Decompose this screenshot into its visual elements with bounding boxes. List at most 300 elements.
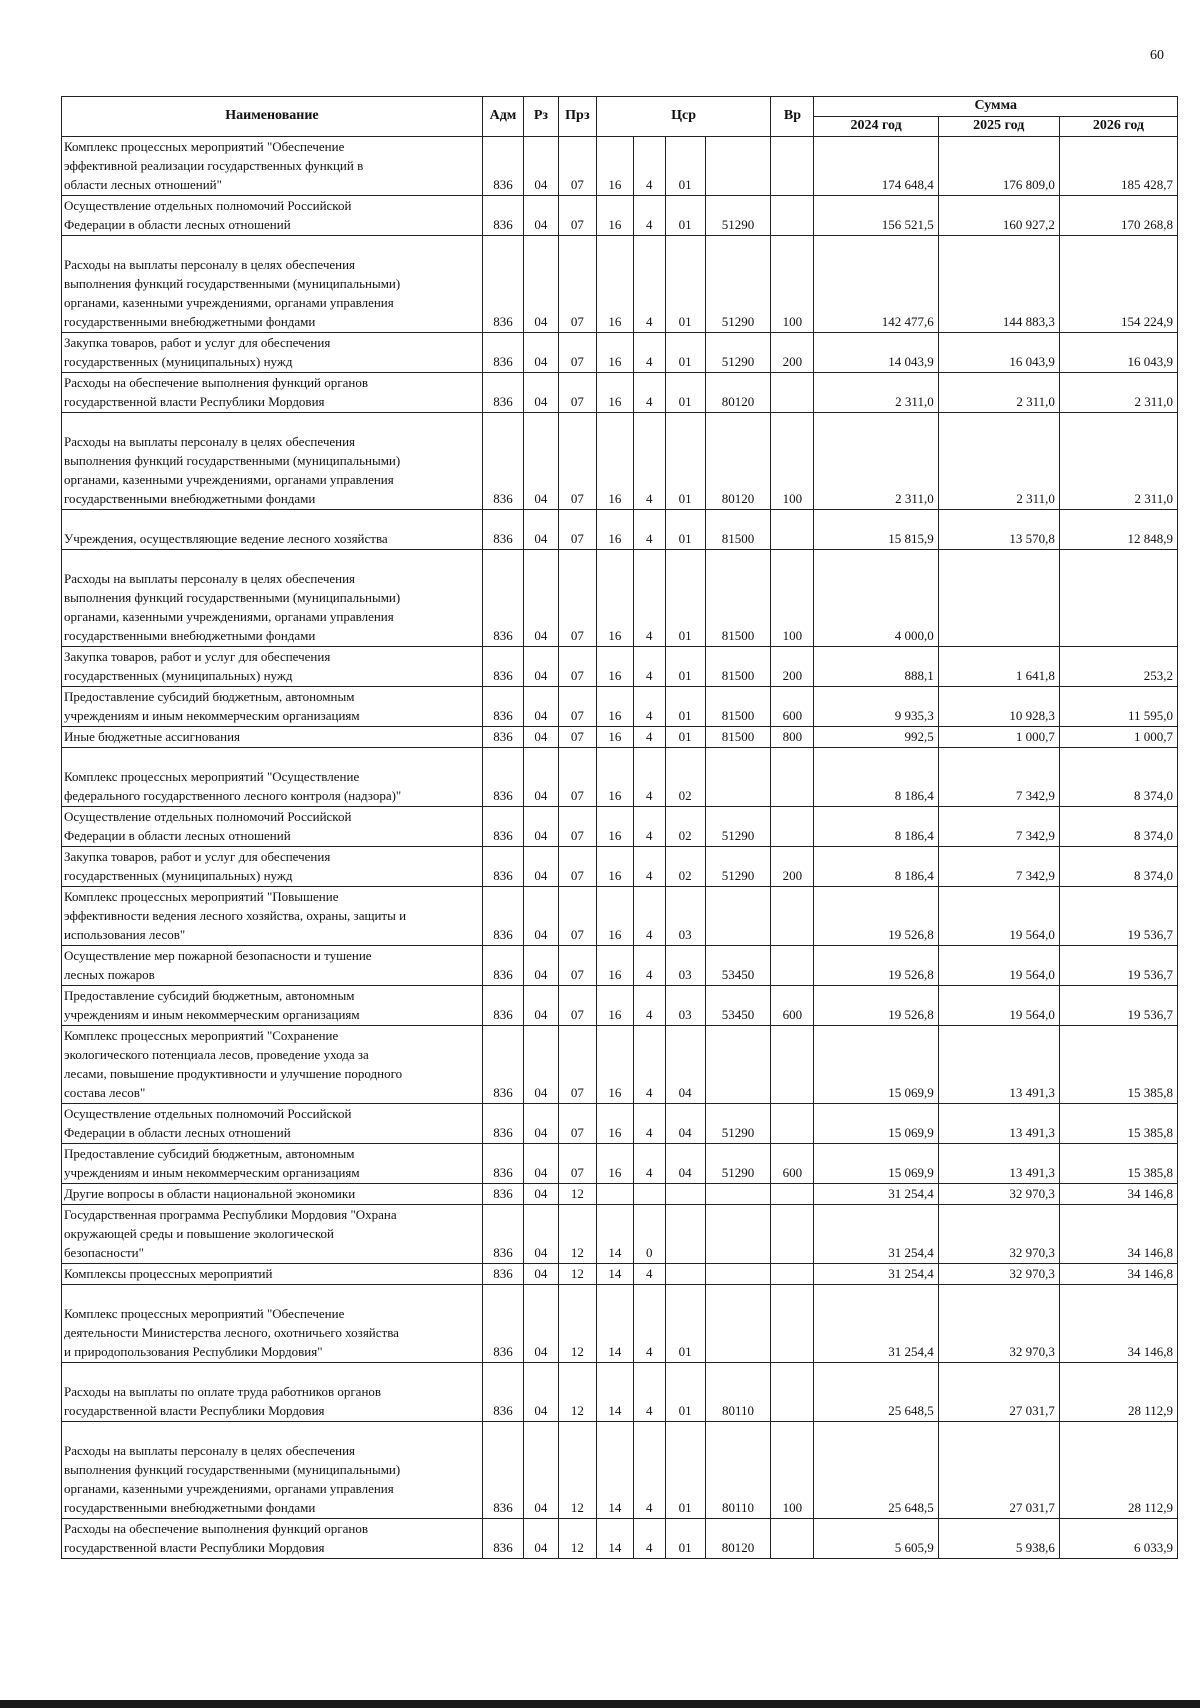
cell-sum-2026: 11 595,0	[1059, 687, 1177, 727]
name-line	[64, 1422, 479, 1441]
name-line: Расходы на выплаты персоналу в целях обеспечения	[64, 434, 356, 449]
cell-rz: 04	[523, 1026, 558, 1104]
cell-prz: 07	[558, 510, 596, 550]
cell-sum-2026: 2 311,0	[1059, 373, 1177, 413]
name-line: Учреждения, осуществляющие ведение лесного хозяйства	[64, 531, 388, 546]
table-header	[62, 97, 1178, 137]
cell-name	[62, 647, 483, 687]
cell-csr-program: 16	[596, 1104, 633, 1144]
name-line: Федерации в области лесных отношений	[64, 1125, 291, 1140]
name-line: Иные бюджетные ассигнования	[64, 729, 241, 744]
header-year-2025: 2025 год	[938, 117, 1059, 137]
cell-adm: 836	[482, 727, 523, 748]
name-line: использования лесов"	[64, 927, 186, 942]
name-line: государственными внебюджетными фондами	[64, 314, 316, 329]
cell-name	[62, 236, 483, 333]
cell-prz: 12	[558, 1264, 596, 1285]
cell-csr-direction: 53450	[705, 946, 771, 986]
cell-csr-type: 4	[633, 550, 665, 647]
cell-sum-2026: 19 536,7	[1059, 986, 1177, 1026]
cell-csr-direction: 51290	[705, 1144, 771, 1184]
name-line: Осуществление отдельных полномочий Российской	[64, 198, 352, 213]
cell-vr: 200	[771, 647, 814, 687]
table-row	[62, 1205, 1178, 1264]
name-line: Закупка товаров, работ и услуг для обеспечения	[64, 649, 331, 664]
name-line: Расходы на выплаты персоналу в целях обеспечения	[64, 571, 356, 586]
cell-prz: 07	[558, 550, 596, 647]
table-row	[62, 1363, 1178, 1422]
table-row	[62, 887, 1178, 946]
cell-csr-event: 01	[665, 647, 705, 687]
header-rz: Рз	[523, 97, 558, 137]
cell-name	[62, 1519, 483, 1559]
cell-csr-event: 01	[665, 413, 705, 510]
header-prz: Прз	[558, 97, 596, 137]
cell-csr-program: 16	[596, 1026, 633, 1104]
cell-vr	[771, 1205, 814, 1264]
cell-csr-direction: 81500	[705, 647, 771, 687]
table-row	[62, 196, 1178, 236]
table-row	[62, 1422, 1178, 1519]
cell-rz: 04	[523, 1144, 558, 1184]
cell-adm: 836	[482, 1205, 523, 1264]
name-line: Осуществление отдельных полномочий Российской	[64, 1106, 352, 1121]
cell-csr-type: 4	[633, 1104, 665, 1144]
cell-vr	[771, 1519, 814, 1559]
cell-vr	[771, 748, 814, 807]
cell-csr-type: 4	[633, 1422, 665, 1519]
name-line: учреждениям и иным некоммерческим организациям	[64, 708, 360, 723]
cell-csr-program: 16	[596, 236, 633, 333]
cell-adm: 836	[482, 137, 523, 196]
cell-adm: 836	[482, 196, 523, 236]
name-line: Комплексы процессных мероприятий	[64, 1266, 273, 1281]
cell-vr	[771, 887, 814, 946]
cell-rz: 04	[523, 1104, 558, 1144]
cell-csr-type: 4	[633, 946, 665, 986]
cell-sum-2025: 7 342,9	[938, 807, 1059, 847]
cell-csr-type: 4	[633, 687, 665, 727]
cell-sum-2024: 19 526,8	[814, 986, 938, 1026]
cell-adm: 836	[482, 1264, 523, 1285]
cell-prz: 07	[558, 373, 596, 413]
cell-csr-direction: 81500	[705, 510, 771, 550]
table-row	[62, 986, 1178, 1026]
name-line: выполнения функций государственными (муниципальными)	[64, 453, 401, 468]
name-line: Комплекс процессных мероприятий "Сохранение	[64, 1028, 339, 1043]
cell-sum-2026: 19 536,7	[1059, 887, 1177, 946]
cell-name	[62, 1422, 483, 1519]
cell-sum-2024: 19 526,8	[814, 887, 938, 946]
cell-sum-2024: 15 069,9	[814, 1104, 938, 1144]
cell-prz: 12	[558, 1519, 596, 1559]
cell-sum-2024: 2 311,0	[814, 373, 938, 413]
cell-csr-direction: 51290	[705, 236, 771, 333]
cell-name	[62, 1144, 483, 1184]
cell-sum-2026: 154 224,9	[1059, 236, 1177, 333]
table-row	[62, 413, 1178, 510]
cell-adm: 836	[482, 986, 523, 1026]
cell-sum-2025: 32 970,3	[938, 1285, 1059, 1363]
cell-vr: 100	[771, 550, 814, 647]
name-line	[64, 1363, 479, 1382]
cell-csr-program: 16	[596, 887, 633, 946]
cell-csr-direction: 51290	[705, 1104, 771, 1144]
cell-sum-2025: 1 000,7	[938, 727, 1059, 748]
cell-sum-2025: 1 641,8	[938, 647, 1059, 687]
name-line: лесами, повышение продуктивности и улучшение породного	[64, 1066, 403, 1081]
cell-sum-2026: 1 000,7	[1059, 727, 1177, 748]
name-line: учреждениям и иным некоммерческим организациям	[64, 1165, 360, 1180]
cell-sum-2025: 144 883,3	[938, 236, 1059, 333]
cell-sum-2025: 10 928,3	[938, 687, 1059, 727]
name-line	[64, 550, 479, 569]
cell-vr	[771, 1184, 814, 1205]
cell-sum-2025: 32 970,3	[938, 1205, 1059, 1264]
name-line: государственными внебюджетными фондами	[64, 491, 316, 506]
name-line: Комплекс процессных мероприятий "Обеспечение	[64, 139, 345, 154]
cell-adm: 836	[482, 1184, 523, 1205]
cell-csr-event	[665, 1264, 705, 1285]
cell-csr-type: 4	[633, 807, 665, 847]
cell-csr-type: 4	[633, 1363, 665, 1422]
name-line: Осуществление отдельных полномочий Российской	[64, 809, 352, 824]
cell-csr-event: 03	[665, 946, 705, 986]
cell-csr-type: 4	[633, 137, 665, 196]
cell-vr: 100	[771, 413, 814, 510]
cell-sum-2024: 992,5	[814, 727, 938, 748]
cell-sum-2026: 185 428,7	[1059, 137, 1177, 196]
name-line: деятельности Министерства лесного, охотничьего хозяйства	[64, 1325, 399, 1340]
name-line: Предоставление субсидий бюджетным, автономным	[64, 1146, 355, 1161]
name-line: Комплекс процессных мероприятий "Осуществление	[64, 769, 360, 784]
cell-rz: 04	[523, 986, 558, 1026]
cell-sum-2025: 13 570,8	[938, 510, 1059, 550]
cell-csr-program: 16	[596, 550, 633, 647]
cell-vr	[771, 1104, 814, 1144]
cell-csr-program: 16	[596, 1144, 633, 1184]
cell-rz: 04	[523, 550, 558, 647]
cell-csr-program: 16	[596, 373, 633, 413]
name-line: государственных (муниципальных) нужд	[64, 354, 293, 369]
name-line: выполнения функций государственными (муниципальными)	[64, 1462, 401, 1477]
cell-csr-direction: 80110	[705, 1363, 771, 1422]
cell-sum-2024: 156 521,5	[814, 196, 938, 236]
cell-csr-event	[665, 1205, 705, 1264]
cell-csr-type: 4	[633, 1264, 665, 1285]
cell-vr: 100	[771, 1422, 814, 1519]
cell-csr-event: 01	[665, 333, 705, 373]
cell-sum-2025: 13 491,3	[938, 1026, 1059, 1104]
cell-prz: 07	[558, 887, 596, 946]
cell-sum-2026: 28 112,9	[1059, 1422, 1177, 1519]
cell-sum-2024: 9 935,3	[814, 687, 938, 727]
table-row	[62, 687, 1178, 727]
cell-sum-2025	[938, 550, 1059, 647]
table-row	[62, 847, 1178, 887]
cell-rz: 04	[523, 847, 558, 887]
name-line: Расходы на выплаты персоналу в целях обеспечения	[64, 1443, 356, 1458]
cell-csr-event	[665, 1184, 705, 1205]
cell-sum-2025: 19 564,0	[938, 887, 1059, 946]
cell-vr	[771, 807, 814, 847]
table-row	[62, 333, 1178, 373]
cell-sum-2024: 25 648,5	[814, 1363, 938, 1422]
cell-sum-2024: 2 311,0	[814, 413, 938, 510]
cell-prz: 07	[558, 137, 596, 196]
cell-sum-2024: 8 186,4	[814, 807, 938, 847]
cell-csr-program: 16	[596, 986, 633, 1026]
cell-rz: 04	[523, 236, 558, 333]
cell-adm: 836	[482, 946, 523, 986]
cell-csr-program: 16	[596, 196, 633, 236]
cell-vr: 800	[771, 727, 814, 748]
name-line	[64, 748, 479, 767]
cell-sum-2025: 32 970,3	[938, 1264, 1059, 1285]
cell-vr	[771, 1363, 814, 1422]
cell-csr-direction	[705, 1184, 771, 1205]
cell-prz: 07	[558, 1104, 596, 1144]
cell-sum-2024: 31 254,4	[814, 1285, 938, 1363]
scan-edge-bar	[0, 1700, 1200, 1708]
cell-sum-2025: 13 491,3	[938, 1104, 1059, 1144]
cell-csr-event: 03	[665, 887, 705, 946]
cell-prz: 07	[558, 946, 596, 986]
cell-sum-2024: 15 069,9	[814, 1144, 938, 1184]
name-line: Расходы на выплаты по оплате труда работников органов	[64, 1384, 382, 1399]
table-row	[62, 510, 1178, 550]
cell-adm: 836	[482, 373, 523, 413]
name-line: органами, казенными учреждениями, органами управления	[64, 1481, 394, 1496]
cell-csr-program: 16	[596, 647, 633, 687]
name-line: Расходы на обеспечение выполнения функций органов	[64, 1521, 368, 1536]
cell-adm: 836	[482, 748, 523, 807]
cell-sum-2026: 28 112,9	[1059, 1363, 1177, 1422]
cell-prz: 07	[558, 196, 596, 236]
cell-csr-type: 4	[633, 373, 665, 413]
name-line: государственными внебюджетными фондами	[64, 628, 316, 643]
cell-adm: 836	[482, 333, 523, 373]
name-line: государственных (муниципальных) нужд	[64, 868, 293, 883]
table-row	[62, 807, 1178, 847]
cell-vr	[771, 137, 814, 196]
cell-prz: 12	[558, 1422, 596, 1519]
cell-csr-event: 01	[665, 1285, 705, 1363]
cell-vr: 600	[771, 1144, 814, 1184]
table-body	[62, 137, 1178, 1559]
cell-rz: 04	[523, 1363, 558, 1422]
cell-prz: 07	[558, 748, 596, 807]
cell-csr-program	[596, 1184, 633, 1205]
cell-csr-type: 4	[633, 236, 665, 333]
header-year-2026: 2026 год	[1059, 117, 1177, 137]
cell-sum-2025: 32 970,3	[938, 1184, 1059, 1205]
name-line: государственной власти Республики Мордовия	[64, 1403, 325, 1418]
cell-prz: 07	[558, 333, 596, 373]
cell-csr-program: 16	[596, 748, 633, 807]
cell-name	[62, 847, 483, 887]
cell-adm: 836	[482, 807, 523, 847]
cell-adm: 836	[482, 647, 523, 687]
cell-csr-direction: 53450	[705, 986, 771, 1026]
cell-name	[62, 807, 483, 847]
cell-prz: 12	[558, 1205, 596, 1264]
cell-sum-2024: 142 477,6	[814, 236, 938, 333]
cell-name	[62, 550, 483, 647]
cell-csr-program: 16	[596, 137, 633, 196]
cell-name	[62, 687, 483, 727]
cell-vr	[771, 1026, 814, 1104]
cell-adm: 836	[482, 413, 523, 510]
name-line: окружающей среды и повышение экологической	[64, 1226, 334, 1241]
name-line: Федерации в области лесных отношений	[64, 828, 291, 843]
name-line: Предоставление субсидий бюджетным, автономным	[64, 689, 355, 704]
table-row	[62, 727, 1178, 748]
cell-csr-program: 14	[596, 1264, 633, 1285]
table-row	[62, 1519, 1178, 1559]
cell-csr-direction	[705, 1205, 771, 1264]
cell-adm: 836	[482, 1363, 523, 1422]
name-line: Комплекс процессных мероприятий "Обеспечение	[64, 1306, 345, 1321]
cell-name	[62, 196, 483, 236]
cell-sum-2024: 31 254,4	[814, 1184, 938, 1205]
cell-sum-2025: 160 927,2	[938, 196, 1059, 236]
cell-csr-type: 4	[633, 847, 665, 887]
cell-vr	[771, 373, 814, 413]
cell-rz: 04	[523, 137, 558, 196]
cell-csr-event: 03	[665, 986, 705, 1026]
cell-csr-program: 14	[596, 1285, 633, 1363]
cell-sum-2026: 253,2	[1059, 647, 1177, 687]
name-line: выполнения функций государственными (муниципальными)	[64, 590, 401, 605]
cell-vr	[771, 1264, 814, 1285]
name-line	[64, 1285, 479, 1304]
cell-csr-event: 01	[665, 1519, 705, 1559]
cell-csr-program: 14	[596, 1519, 633, 1559]
cell-name	[62, 748, 483, 807]
cell-csr-event: 01	[665, 137, 705, 196]
cell-sum-2025: 2 311,0	[938, 413, 1059, 510]
cell-sum-2024: 4 000,0	[814, 550, 938, 647]
cell-csr-direction	[705, 1264, 771, 1285]
cell-adm: 836	[482, 510, 523, 550]
cell-csr-program: 16	[596, 687, 633, 727]
cell-name	[62, 1285, 483, 1363]
name-line: лесных пожаров	[64, 967, 155, 982]
table-row	[62, 1184, 1178, 1205]
cell-rz: 04	[523, 1264, 558, 1285]
cell-prz: 07	[558, 1144, 596, 1184]
cell-vr	[771, 946, 814, 986]
cell-sum-2026: 34 146,8	[1059, 1264, 1177, 1285]
cell-sum-2024: 15 815,9	[814, 510, 938, 550]
cell-adm: 836	[482, 1104, 523, 1144]
cell-adm: 836	[482, 1519, 523, 1559]
cell-sum-2026: 19 536,7	[1059, 946, 1177, 986]
name-line: области лесных отношений"	[64, 177, 222, 192]
budget-table	[61, 96, 1178, 1559]
cell-sum-2024: 25 648,5	[814, 1422, 938, 1519]
cell-sum-2025: 27 031,7	[938, 1422, 1059, 1519]
cell-prz: 07	[558, 236, 596, 333]
cell-sum-2026: 170 268,8	[1059, 196, 1177, 236]
cell-csr-program: 16	[596, 807, 633, 847]
header-sum: Сумма	[814, 97, 1178, 117]
name-line: эффективной реализации государственных функций в	[64, 158, 364, 173]
cell-vr: 100	[771, 236, 814, 333]
name-line: государственными внебюджетными фондами	[64, 1500, 316, 1515]
cell-sum-2026: 15 385,8	[1059, 1144, 1177, 1184]
cell-sum-2025: 176 809,0	[938, 137, 1059, 196]
header-adm: Адм	[482, 97, 523, 137]
cell-csr-event: 02	[665, 847, 705, 887]
cell-csr-type: 4	[633, 1026, 665, 1104]
cell-sum-2025: 7 342,9	[938, 847, 1059, 887]
cell-sum-2026	[1059, 550, 1177, 647]
cell-csr-event: 01	[665, 687, 705, 727]
table-row	[62, 647, 1178, 687]
cell-csr-program: 16	[596, 847, 633, 887]
cell-csr-event: 01	[665, 550, 705, 647]
table-row	[62, 1264, 1178, 1285]
table-row	[62, 946, 1178, 986]
name-line: безопасности"	[64, 1245, 144, 1260]
cell-csr-direction: 81500	[705, 550, 771, 647]
cell-csr-direction: 51290	[705, 196, 771, 236]
cell-name	[62, 137, 483, 196]
cell-csr-direction: 80120	[705, 413, 771, 510]
cell-rz: 04	[523, 1422, 558, 1519]
cell-csr-direction: 80120	[705, 1519, 771, 1559]
cell-prz: 07	[558, 1026, 596, 1104]
cell-sum-2026: 2 311,0	[1059, 413, 1177, 510]
cell-sum-2025: 2 311,0	[938, 373, 1059, 413]
cell-csr-type: 4	[633, 1519, 665, 1559]
cell-adm: 836	[482, 887, 523, 946]
cell-csr-event: 02	[665, 748, 705, 807]
cell-csr-program: 14	[596, 1422, 633, 1519]
cell-prz: 12	[558, 1363, 596, 1422]
cell-csr-direction: 81500	[705, 727, 771, 748]
cell-csr-program: 16	[596, 333, 633, 373]
cell-csr-type: 4	[633, 748, 665, 807]
cell-name	[62, 727, 483, 748]
cell-name	[62, 1026, 483, 1104]
cell-csr-type: 0	[633, 1205, 665, 1264]
cell-csr-event: 04	[665, 1104, 705, 1144]
cell-prz: 07	[558, 807, 596, 847]
cell-name	[62, 1264, 483, 1285]
cell-csr-type: 4	[633, 647, 665, 687]
cell-name	[62, 333, 483, 373]
table-row	[62, 1104, 1178, 1144]
table-row	[62, 236, 1178, 333]
cell-sum-2024: 8 186,4	[814, 847, 938, 887]
cell-vr: 600	[771, 986, 814, 1026]
cell-csr-type: 4	[633, 333, 665, 373]
name-line: Расходы на выплаты персоналу в целях обеспечения	[64, 257, 356, 272]
cell-adm: 836	[482, 550, 523, 647]
cell-prz: 12	[558, 1285, 596, 1363]
cell-csr-direction: 51290	[705, 333, 771, 373]
cell-name	[62, 887, 483, 946]
cell-csr-event: 01	[665, 1363, 705, 1422]
cell-sum-2025: 7 342,9	[938, 748, 1059, 807]
cell-sum-2025: 5 938,6	[938, 1519, 1059, 1559]
cell-csr-type: 4	[633, 413, 665, 510]
cell-rz: 04	[523, 413, 558, 510]
cell-csr-program: 16	[596, 413, 633, 510]
